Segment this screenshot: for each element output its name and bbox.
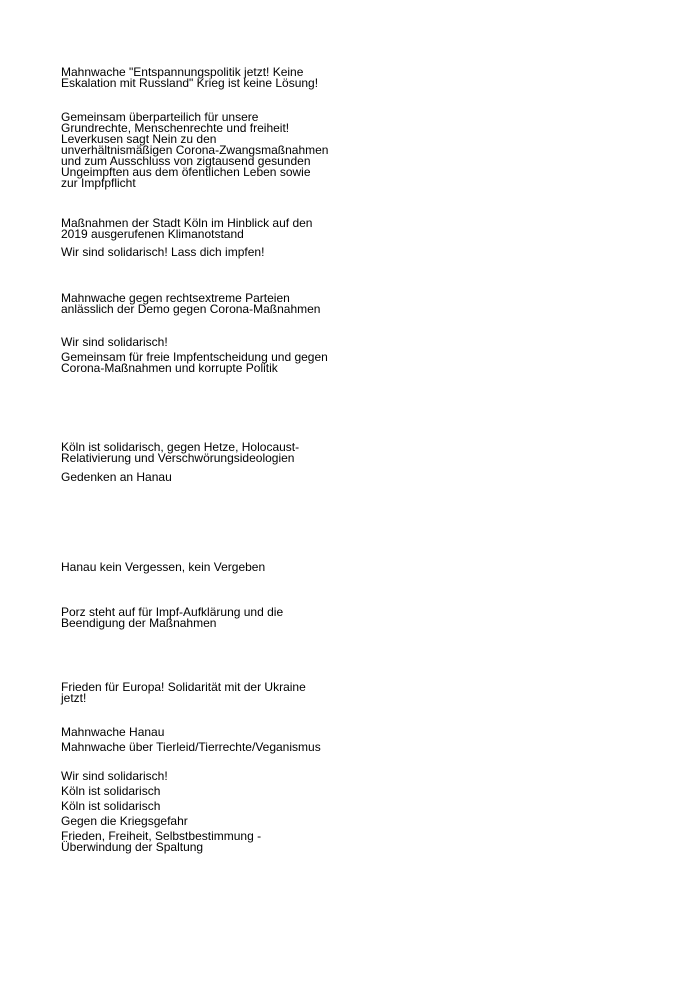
entry-16: Köln ist solidarisch — [61, 784, 161, 798]
entry-11: Porz steht auf für Impf-Aufklärung und die Beendigung der Maßnahmen — [61, 605, 284, 630]
entry-7: Gemeinsam für freie Impfentscheidung und gegen Corona-Maßnahmen und korrupte Politik — [61, 350, 328, 375]
entry-18: Gegen die Kriegsgefahr — [61, 814, 188, 828]
entry-5: Mahnwache gegen rechtsextreme Parteien anlässlich der Demo gegen Corona-Maßnahmen — [61, 291, 321, 316]
entry-6: Wir sind solidarisch! — [61, 335, 168, 349]
entry-3: Maßnahmen der Stadt Köln im Hinblick auf den 2019 ausgerufenen Klimanotstand — [61, 216, 313, 241]
entry-15: Wir sind solidarisch! — [61, 769, 168, 783]
entry-9: Gedenken an Hanau — [61, 470, 172, 484]
entry-1: Mahnwache "Entspannungspolitik jetzt! Keine Eskalation mit Russland" Krieg ist keine Lösung! — [61, 65, 319, 90]
entry-10: Hanau kein Vergessen, kein Vergeben — [61, 560, 266, 574]
entry-4: Wir sind solidarisch! Lass dich impfen! — [61, 245, 265, 259]
entry-2: Gemeinsam überparteilich für unsere Grundrechte, Menschenrechte und freiheit! Leverkusen sagt Nein zu den unverhältnismäßigen Corona-Zwangsmaßnahmen und zum Ausschluss von zigtausend gesunden Ungeimpften aus dem öfentlichen Leben sowie zur Impfpflicht — [61, 110, 329, 190]
entry-14: Mahnwache über Tierleid/Tierrechte/Veganismus — [61, 740, 321, 754]
entry-12: Frieden für Europa! Solidarität mit der Ukraine jetzt! — [61, 680, 306, 705]
entry-13: Mahnwache Hanau — [61, 725, 165, 739]
entry-19: Frieden, Freiheit, Selbstbestimmung - Überwindung der Spaltung — [61, 829, 262, 854]
entry-17: Köln ist solidarisch — [61, 799, 161, 813]
entry-8: Köln ist solidarisch, gegen Hetze, Holocaust- Relativierung und Verschwörungsideologien — [61, 440, 300, 465]
